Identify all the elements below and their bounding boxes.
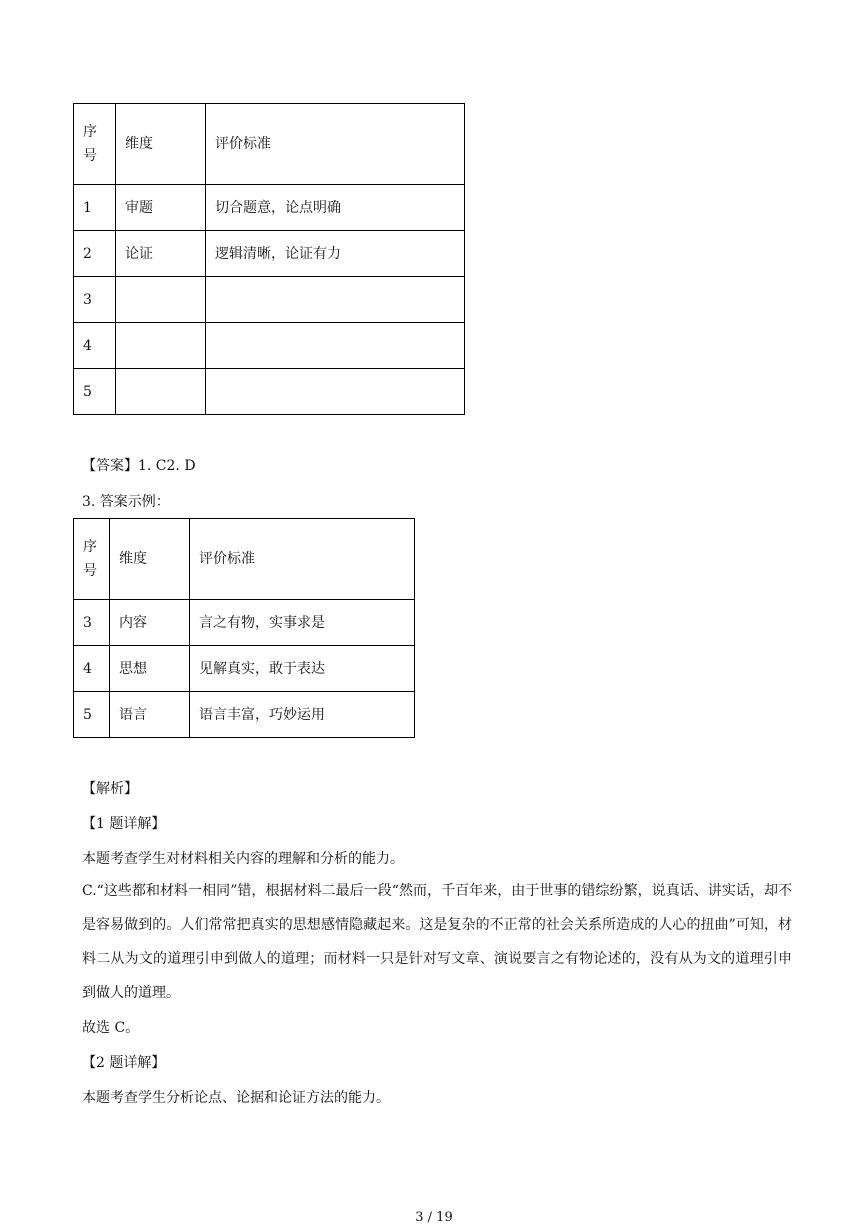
header-criteria: 评价标准 [190,519,415,600]
table-header-row [74,519,415,600]
evaluation-table [73,103,465,415]
cell-criteria [206,277,465,323]
header-criteria: 评价标准 [206,104,465,185]
cell-criteria: 言之有物，实事求是 [190,600,415,646]
cell-dimension: 审题 [116,185,206,231]
table-row [74,369,465,415]
cell-dimension: 论证 [116,231,206,277]
table-row [74,277,465,323]
q2-intro: 本题考查学生分析论点、论据和论证方法的能力。 [82,1090,390,1106]
header-index: 序号 [74,104,116,185]
header-dimension: 维度 [110,519,190,600]
table-row [74,646,415,692]
table-row [74,692,415,738]
header-dimension: 维度 [116,104,206,185]
cell-index: 4 [74,646,110,692]
page-number: 3 / 19 [415,1210,453,1225]
analysis-heading: 【解析】 [82,781,138,797]
cell-index: 2 [74,231,116,277]
cell-index: 1 [74,185,116,231]
cell-criteria [206,323,465,369]
cell-index: 3 [74,277,116,323]
cell-index: 4 [74,323,116,369]
cell-dimension [116,369,206,415]
cell-index: 5 [74,692,110,738]
table-row [74,185,465,231]
cell-index: 5 [74,369,116,415]
cell-dimension: 思想 [110,646,190,692]
cell-criteria [206,369,465,415]
q1-heading: 【1 题详解】 [82,816,166,832]
cell-dimension [116,277,206,323]
q1-intro: 本题考查学生对材料相关内容的理解和分析的能力。 [82,851,404,867]
q1-explanation: C.“这些都和材料一相同”错，根据材料二最后一段“然而，千百年来，由于世事的错综纷繁，说真话、讲实话，却不是容易做到的。人们常常把真实的思想感情隐藏起来。这是复杂的不正常的社会关系所造成的人心的扭曲”可知，材料二从为文的道理引申到做人的道理；而材料一只是针对写文章、演说要言之有物论述的，没有从为文的道理引申到做人的道理。 [82,883,792,1001]
table-row [74,231,465,277]
answer-example-table [73,518,415,738]
example-heading: 3. 答案示例： [82,494,170,510]
cell-dimension: 内容 [110,600,190,646]
cell-criteria: 切合题意，论点明确 [206,185,465,231]
cell-dimension [116,323,206,369]
table-row [74,600,415,646]
cell-criteria: 见解真实，敢于表达 [190,646,415,692]
cell-index: 3 [74,600,110,646]
q1-conclusion: 故选 C。 [82,1020,140,1036]
table-row [74,323,465,369]
table-header-row [74,104,465,185]
cell-dimension: 语言 [110,692,190,738]
header-index: 序号 [74,519,110,600]
q2-heading: 【2 题详解】 [82,1055,166,1071]
answer-line: 【答案】1. C2. D [82,458,196,474]
cell-criteria: 逻辑清晰，论证有力 [206,231,465,277]
cell-criteria: 语言丰富，巧妙运用 [190,692,415,738]
